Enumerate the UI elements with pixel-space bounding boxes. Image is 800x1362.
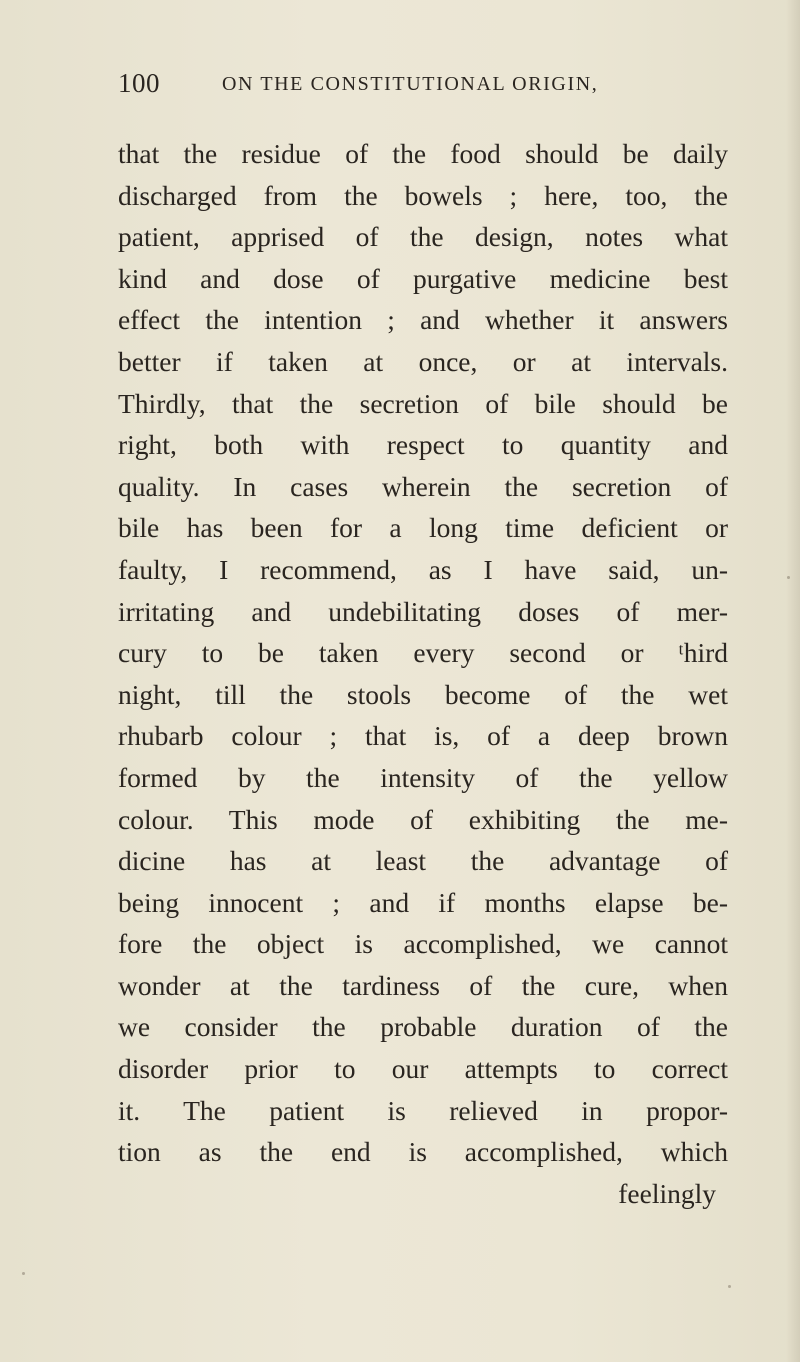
paper-speck	[22, 1272, 25, 1275]
text-line: faulty, I recommend, as I have said, un-	[118, 553, 728, 585]
text-line: being innocent ; and if months elapse be-	[118, 886, 728, 918]
text-line: right, both with respect to quantity and	[118, 429, 728, 461]
text-line: that the residue of the food should be daily	[118, 138, 728, 169]
text-line: quality. In cases wherein the secretion of	[118, 470, 728, 502]
text-line: it. The patient is relieved in propor-	[118, 1094, 728, 1126]
text-line: formed by the intensity of the yellow	[118, 761, 728, 793]
running-head: ON THE CONSTITUTIONAL ORIGIN,	[222, 73, 599, 95]
text-line: bile has been for a long time deficient or	[118, 512, 728, 544]
text-line: wonder at the tardiness of the cure, when	[118, 969, 728, 1001]
text-line: Thirdly, that the secretion of bile should be	[118, 387, 728, 419]
text-line: kind and dose of purgative medicine best	[118, 262, 728, 294]
text-line: we consider the probable duration of the	[118, 1011, 728, 1043]
text-line: better if taken at once, or at intervals.	[118, 345, 728, 377]
body-text	[118, 133, 728, 1214]
page-edge-shadow	[786, 0, 800, 1362]
text-line: night, till the stools become of the wet	[118, 678, 728, 710]
text-line: patient, apprised of the design, notes what	[118, 221, 728, 253]
catchword: feelingly	[618, 1177, 716, 1209]
text-line: cury to be taken every second or ᵗhird	[118, 637, 728, 669]
text-line: dicine has at least the advantage of	[118, 845, 728, 877]
text-line: tion as the end is accomplished, which	[118, 1136, 728, 1168]
text-line: irritating and undebilitating doses of mer-	[118, 595, 728, 627]
paper-speck	[787, 576, 790, 579]
paper-speck	[728, 1285, 731, 1288]
text-line: colour. This mode of exhibiting the me-	[118, 803, 728, 835]
text-line: effect the intention ; and whether it answers	[118, 304, 728, 336]
text-line: discharged from the bowels ; here, too, the	[118, 179, 728, 211]
page-header	[118, 68, 658, 108]
text-line: fore the object is accomplished, we cannot	[118, 928, 728, 960]
text-line: rhubarb colour ; that is, of a deep brown	[118, 720, 728, 752]
page-number: 100	[118, 68, 160, 98]
text-line: disorder prior to our attempts to correct	[118, 1053, 728, 1085]
